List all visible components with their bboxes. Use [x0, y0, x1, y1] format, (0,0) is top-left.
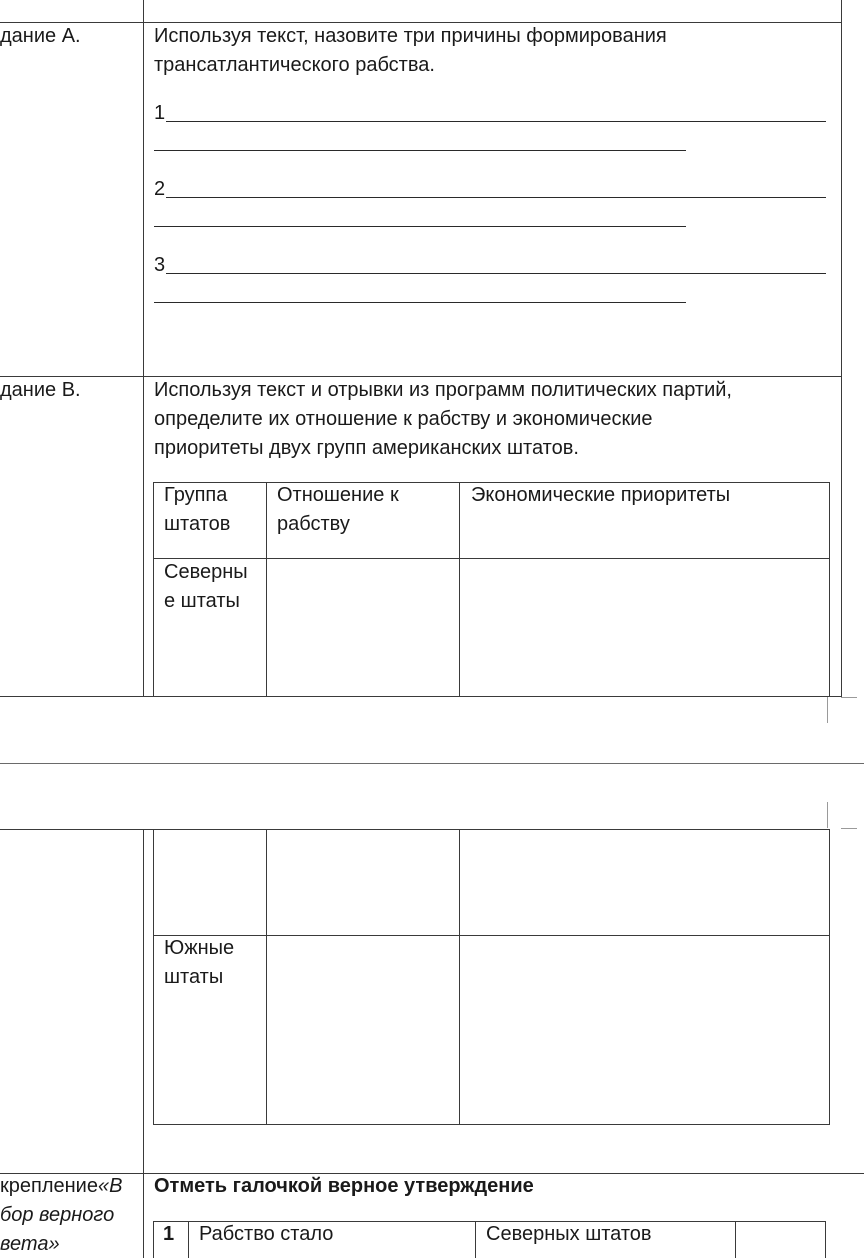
page-2-table-top: [0, 829, 829, 830]
outer-table-right: [841, 22, 842, 696]
row-north-line1: Северны: [164, 561, 248, 583]
page-break-line: [0, 763, 864, 764]
header-economic: Экономические приоритеты: [471, 484, 731, 506]
inner-table-right: [829, 482, 830, 696]
answer-number-2: 2: [154, 178, 166, 200]
answer-number-3: 3: [154, 254, 166, 276]
north-economic-cell[interactable]: [470, 566, 820, 686]
statement-table-col1: [188, 1221, 189, 1258]
header-attitude-line2: рабству: [277, 513, 350, 535]
inner-table-header-bottom: [153, 558, 830, 559]
consolidation-label-line2: бор верного: [0, 1204, 115, 1226]
inner-table-col1: [266, 482, 267, 696]
inner-table-row-divider: [153, 935, 830, 936]
statement-option: Северных штатов: [486, 1223, 652, 1245]
answer-line-2a[interactable]: [166, 197, 826, 198]
task-a-instruction-line2: трансатлантического рабства.: [154, 54, 435, 76]
header-group-line1: Группа: [164, 484, 228, 506]
row-south-line1: Южные: [164, 937, 235, 959]
statement-table-col2: [475, 1221, 476, 1258]
task-b-instruction-line2: определите их отношение к рабству и экономические: [154, 408, 653, 430]
inner-table-right-p2: [829, 829, 830, 1125]
consolidation-label-prefix: крепление: [0, 1175, 98, 1197]
statement-table-left: [153, 1221, 154, 1258]
header-attitude-line1: Отношение к: [277, 484, 399, 506]
row-south-line2: штаты: [164, 966, 224, 988]
north-attitude-cell-cont[interactable]: [278, 838, 448, 928]
checkbox-cell[interactable]: [740, 1226, 820, 1256]
consolidation-label-italic1: «В: [97, 1175, 123, 1197]
statement-table-right: [825, 1221, 826, 1258]
inner-table-col2: [459, 482, 460, 696]
header-group-line2: штатов: [164, 513, 231, 535]
crop-mark-top-h: [841, 828, 857, 829]
label-column-divider-p2: [143, 829, 144, 1258]
label-column-divider: [143, 0, 144, 696]
inner-table-left: [153, 482, 154, 696]
south-economic-cell[interactable]: [470, 944, 820, 1114]
crop-mark-top: [827, 802, 828, 828]
task-b-label: дание В.: [0, 379, 81, 401]
crop-mark-bottom-h: [841, 697, 857, 698]
north-economic-cell-cont[interactable]: [470, 838, 820, 928]
statement-table-col3: [735, 1221, 736, 1258]
task-b-instruction-line1: Используя текст и отрывки из программ политических партий,: [154, 379, 732, 401]
inner-table-col1-p2: [266, 829, 267, 1125]
statement-text: Рабство стало: [199, 1223, 334, 1245]
task-b-instruction-line3: приоритеты двух групп американских штатов.: [154, 437, 579, 459]
consolidation-instruction: Отметь галочкой верное утверждение: [154, 1175, 534, 1197]
statement-number: 1: [163, 1223, 175, 1245]
crop-mark-bottom: [827, 697, 828, 723]
inner-table-bottom: [153, 1124, 830, 1125]
answer-line-1b[interactable]: [154, 150, 686, 151]
table-border-right-top: [841, 0, 842, 22]
answer-line-3b[interactable]: [154, 302, 686, 303]
task-a-label: дание А.: [0, 25, 81, 47]
south-attitude-cell[interactable]: [278, 944, 448, 1114]
north-attitude-cell[interactable]: [278, 566, 448, 686]
page-1-table-bottom: [0, 696, 842, 697]
consolidation-label-line3: вета»: [0, 1233, 60, 1255]
consolidation-label-line1: [0, 1172, 122, 1201]
answer-line-1a[interactable]: [166, 121, 826, 122]
answer-line-3a[interactable]: [166, 273, 826, 274]
row-north-line2: е штаты: [164, 590, 240, 612]
inner-table-col2-p2: [459, 829, 460, 1125]
answer-number-1: 1: [154, 102, 166, 124]
answer-line-2b[interactable]: [154, 226, 686, 227]
inner-table-left-p2: [153, 829, 154, 1125]
task-a-instruction-line1: Используя текст, назовите три причины формирования: [154, 25, 667, 47]
